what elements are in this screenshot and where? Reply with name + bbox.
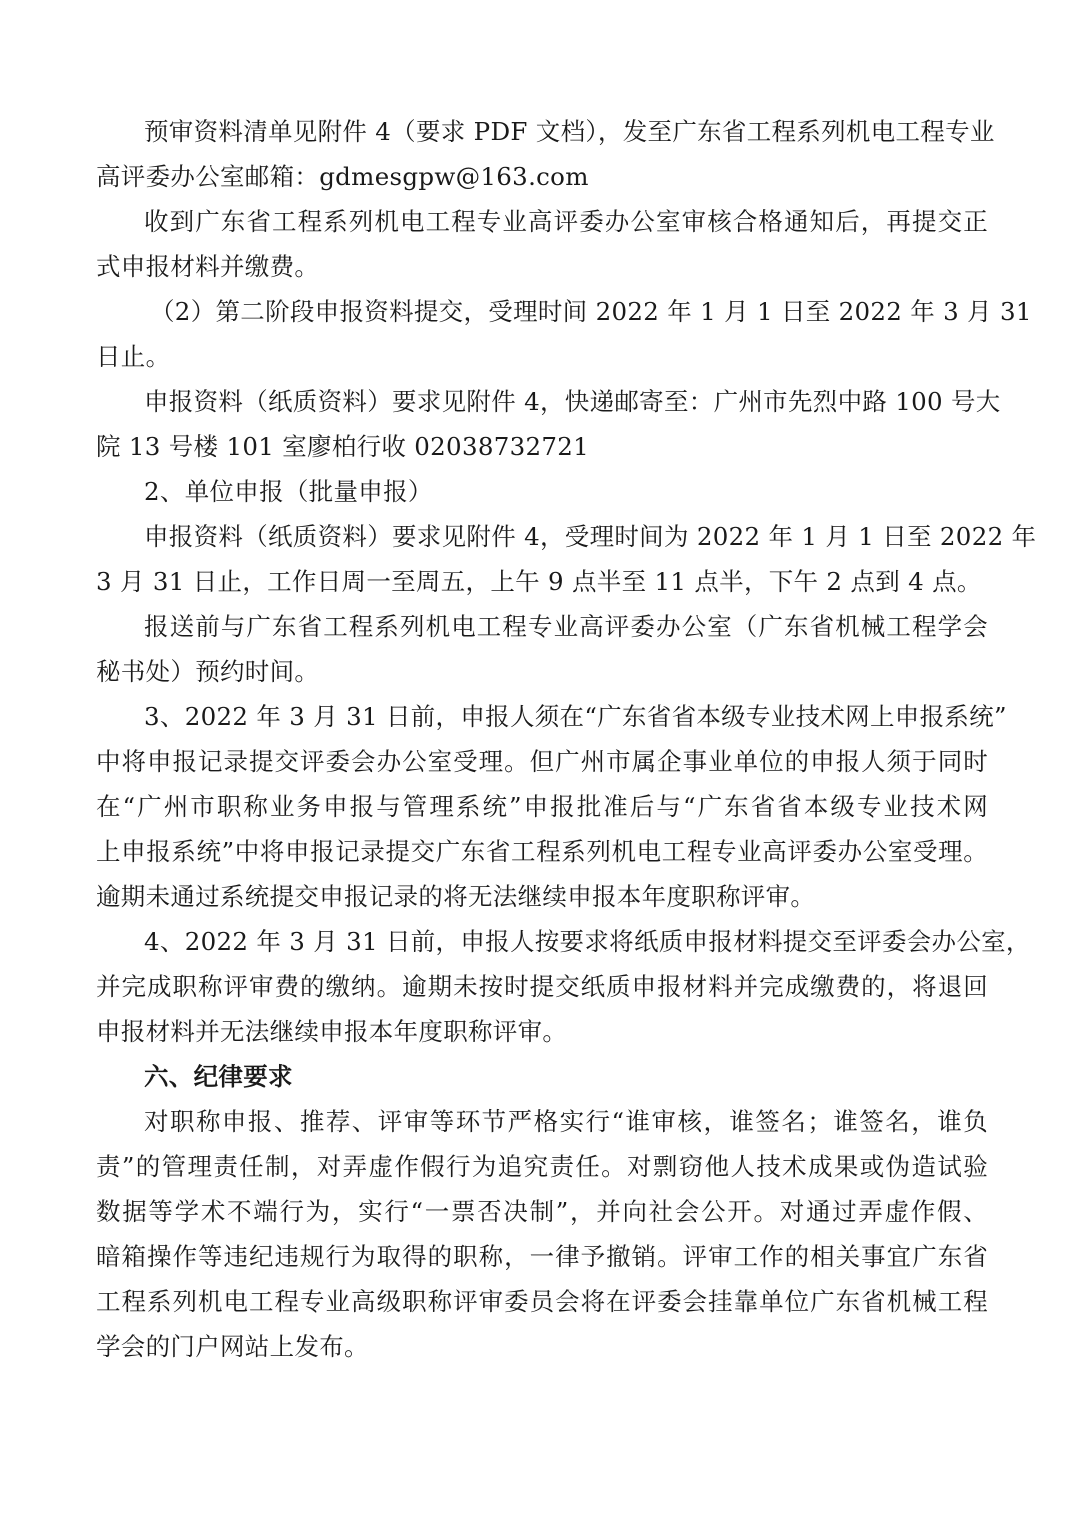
- paragraph-line: 4、2022 年 3 月 31 日前，申报人按要求将纸质申报材料提交至评委会办公室，: [144, 927, 1031, 956]
- paragraph-line: 学会的门户网站上发布。: [96, 1332, 369, 1361]
- paragraph-line: 并完成职称评审费的缴纳。逾期未按时提交纸质申报材料并完成缴费的，将退回: [96, 972, 988, 1001]
- paragraph-line: 对职称申报、推荐、评审等环节严格实行“谁审核，谁签名；谁签名，谁负: [144, 1107, 988, 1136]
- paragraph-line: 日止。: [96, 342, 171, 371]
- section-subheading: 2、单位申报（批量申报）: [144, 477, 433, 506]
- paragraph-line: 高评委办公室邮箱：gdmesgpw@163.com: [96, 162, 589, 191]
- paragraph-line: 报送前与广东省工程系列机电工程专业高评委办公室（广东省机械工程学会: [144, 612, 988, 641]
- paragraph-line: 3 月 31 日止，工作日周一至周五，上午 9 点半至 11 点半，下午 2 点到 4 点。: [96, 567, 982, 596]
- paragraph-line: 上申报系统”中将申报记录提交广东省工程系列机电工程专业高评委办公室受理。: [96, 837, 988, 866]
- section-heading: 六、纪律要求: [144, 1062, 293, 1091]
- paragraph-line: 式申报材料并缴费。: [96, 252, 320, 281]
- paragraph-line: 预审资料清单见附件 4（要求 PDF 文档），发至广东省工程系列机电工程专业: [144, 117, 995, 146]
- paragraph-line: 工程系列机电工程专业高级职称评审委员会将在评委会挂靠单位广东省机械工程: [96, 1287, 988, 1316]
- paragraph-line: 秘书处）预约时间。: [96, 657, 320, 686]
- paragraph-line: 中将申报记录提交评委会办公室受理。但广州市属企事业单位的申报人须于同时: [96, 747, 988, 776]
- paragraph-line: 院 13 号楼 101 室廖柏行收 02038732721: [96, 432, 590, 461]
- paragraph-line: 3、2022 年 3 月 31 日前，申报人须在“广东省省本级专业技术网上申报系统”: [144, 702, 1007, 731]
- paragraph-line: 责”的管理责任制，对弄虚作假行为追究责任。对剽窃他人技术成果或伪造试验: [96, 1152, 988, 1181]
- paragraph-line: 在“广州市职称业务申报与管理系统”申报批准后与“广东省省本级专业技术网: [96, 792, 988, 821]
- paragraph-line: 收到广东省工程系列机电工程专业高评委办公室审核合格通知后，再提交正: [144, 207, 988, 236]
- paragraph-line: 申报资料（纸质资料）要求见附件 4，受理时间为 2022 年 1 月 1 日至 2022 年: [144, 522, 1037, 551]
- paragraph-line: 申报资料（纸质资料）要求见附件 4，快递邮寄至：广州市先烈中路 100 号大: [144, 387, 1001, 416]
- paragraph-line: 申报材料并无法继续申报本年度职称评审。: [96, 1017, 568, 1046]
- paragraph-line: （2）第二阶段申报资料提交，受理时间 2022 年 1 月 1 日至 2022 年 3 月 31: [150, 297, 1032, 326]
- paragraph-line: 逾期未通过系统提交申报记录的将无法继续申报本年度职称评审。: [96, 882, 816, 911]
- paragraph-line: 暗箱操作等违纪违规行为取得的职称，一律予撤销。评审工作的相关事宜广东省: [96, 1242, 988, 1271]
- paragraph-line: 数据等学术不端行为，实行“一票否决制”，并向社会公开。对通过弄虚作假、: [96, 1197, 988, 1226]
